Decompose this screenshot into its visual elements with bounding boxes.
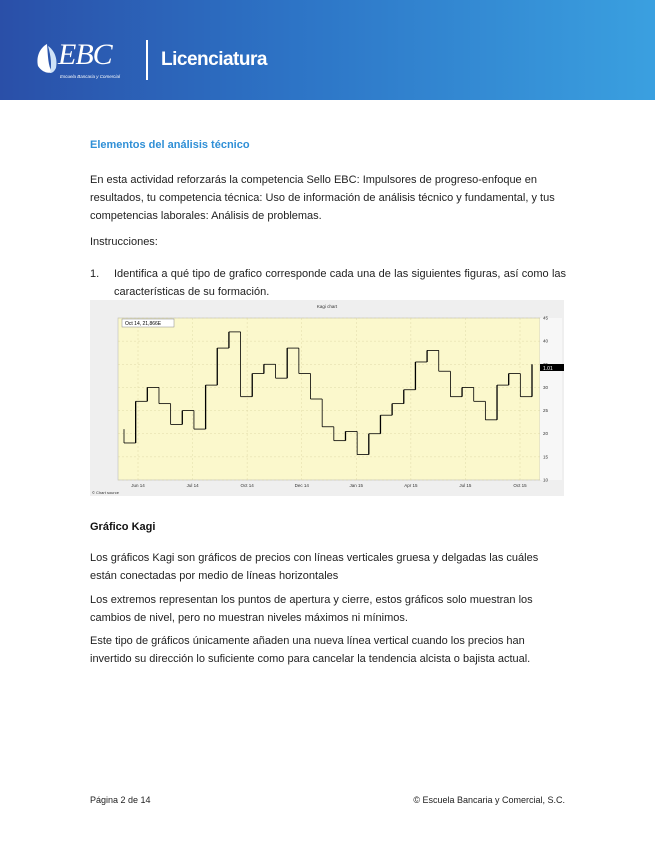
kagi-chart-figure: [90, 300, 564, 496]
y-tick-label: 25: [543, 408, 549, 414]
kagi-paragraph-3: Este tipo de gráficos únicamente añaden una nueva línea vertical cuando los precios han invertido su dirección lo suficiente como para cancelar la tendencia alcista o bajista actual.: [90, 635, 531, 665]
list-text: Identifica a qué tipo de grafico corresponde cada una de las siguientes figuras, así como las características de su formación.: [114, 268, 566, 298]
y-tick-label: 15: [543, 454, 549, 460]
kagi-paragraph-2: Los extremos representan los puntos de apertura y cierre, estos gráficos solo muestran los cambios de nivel, pero no muestran niveles máximos ni mínimos.: [90, 594, 533, 624]
kagi-chart: [90, 300, 564, 496]
kagi-paragraph-1: Los gráficos Kagi son gráficos de precios con líneas verticales gruesa y delgadas las cuáles están conectadas por medio de líneas horizontales: [90, 552, 539, 582]
logo-wordmark: EBC: [58, 38, 112, 71]
chart-header-line1: Kagi chart: [316, 304, 338, 309]
chart-footer-note: © Chart source: [92, 490, 119, 495]
ebc-logo: [34, 40, 134, 85]
chart-plot-area: [118, 318, 540, 480]
x-tick-label: Jul 14: [186, 483, 199, 488]
header-banner: [0, 0, 655, 100]
y-tick-label: 40: [543, 338, 549, 344]
list-number: 1.: [90, 268, 100, 280]
page-number: Página 2 de 14: [90, 795, 151, 805]
x-tick-label: Oct 14: [240, 483, 254, 488]
x-tick-label: Jun 14: [131, 483, 145, 488]
instructions-label: Instrucciones:: [90, 236, 158, 248]
y-tick-label: 30: [543, 384, 549, 390]
y-tick-label: 20: [543, 431, 549, 437]
copyright: © Escuela Bancaria y Comercial, S.C.: [413, 795, 565, 805]
chart-legend-text: Oct 14, 21,866E: [125, 321, 162, 327]
y-tick-label: 10: [543, 477, 549, 483]
x-tick-label: Jan 15: [349, 483, 364, 488]
leaf-icon: [34, 42, 60, 76]
x-tick-label: Dec 14: [294, 483, 309, 488]
kagi-heading: Gráfico Kagi: [90, 521, 156, 533]
logo-subtitle: Escuela Bancaria y Comercial: [60, 74, 121, 79]
header-divider: [146, 40, 148, 80]
x-tick-label: Jul 15: [459, 483, 472, 488]
list-item: [90, 265, 566, 301]
section-title: Elementos del análisis técnico: [90, 139, 250, 151]
y-tick-label: 45: [543, 315, 549, 321]
x-tick-label: Oct 15: [513, 483, 527, 488]
intro-paragraph: En esta actividad reforzarás la competencia Sello EBC: Impulsores de progreso-enfoque en resultados, tu competencia técnica: Uso de información de análisis técnico y fundamental, y tus competencias laborales: Análisis de problemas.: [90, 174, 555, 222]
program-title: Licenciatura: [161, 49, 267, 70]
last-value-label: 1.01: [543, 366, 553, 372]
x-tick-label: Apr 15: [404, 483, 418, 488]
